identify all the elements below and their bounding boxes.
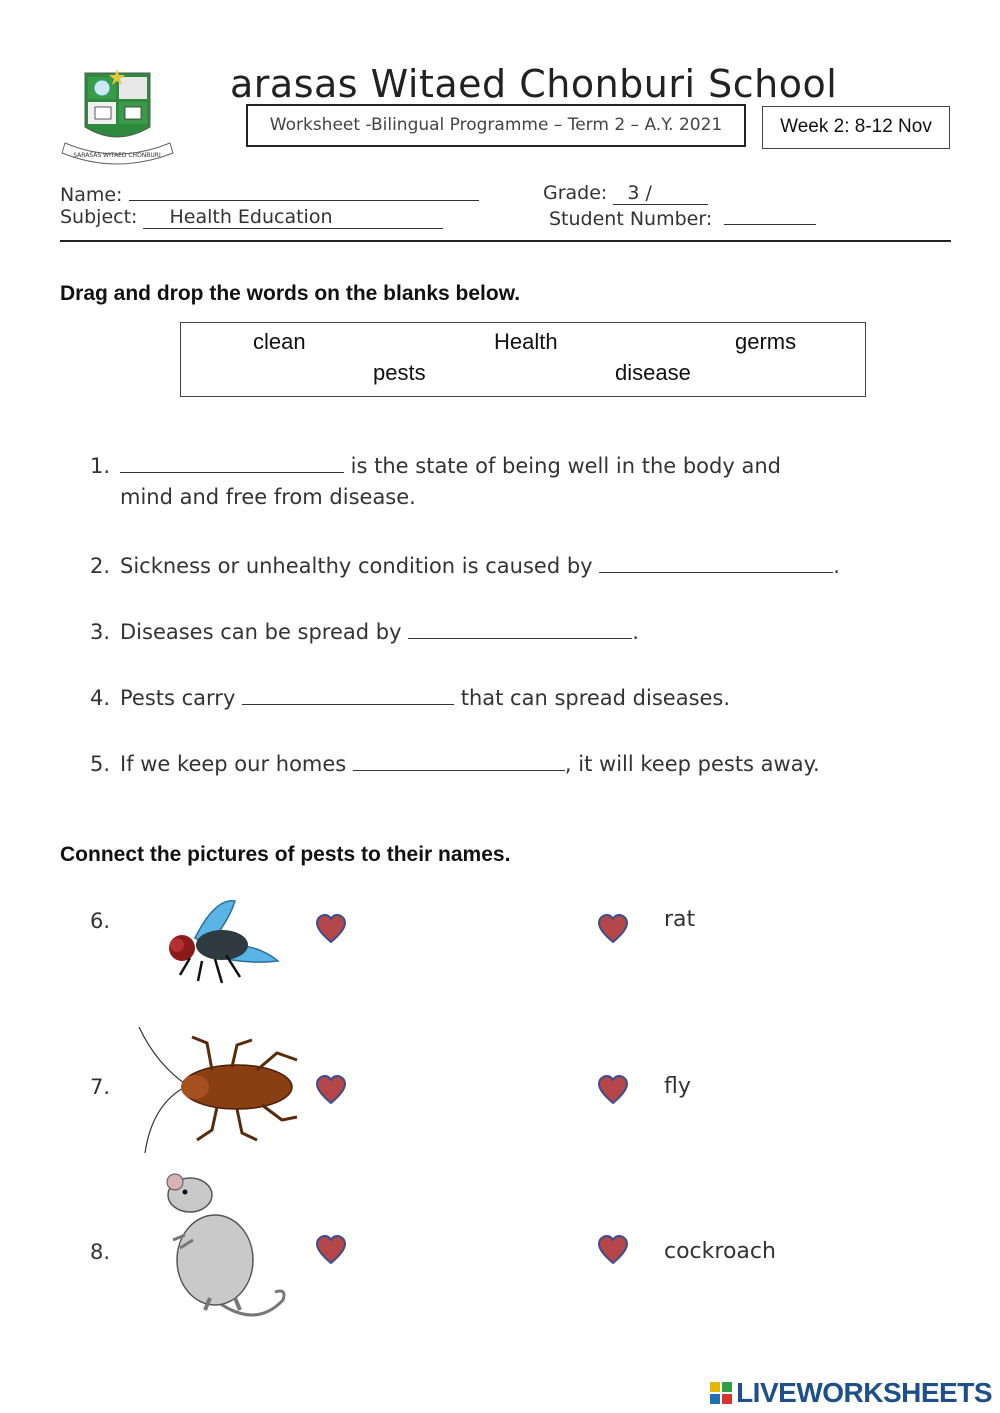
- liveworksheets-text: LIVEWORKSHEETS: [736, 1377, 992, 1408]
- section1-instruction: Drag and drop the words on the blanks below.: [60, 282, 521, 305]
- answer-blank-2[interactable]: [599, 552, 833, 573]
- question-number: 5.: [90, 752, 111, 776]
- question-number: 2.: [90, 554, 111, 578]
- answer-blank-4[interactable]: [242, 684, 454, 705]
- heart-connector-right-8[interactable]: [597, 1235, 629, 1265]
- question-number: 1.: [90, 454, 111, 478]
- pest-name-fly: fly: [664, 1074, 691, 1099]
- subject-value: Health Education: [143, 206, 443, 229]
- header-divider: [60, 240, 951, 242]
- answer-blank-3[interactable]: [408, 618, 632, 639]
- word-germs[interactable]: germs: [735, 329, 797, 354]
- grade-field: [543, 182, 708, 205]
- question-1-line2: mind and free from disease.: [120, 485, 416, 509]
- subject-label: Subject:: [60, 206, 138, 228]
- pest-name-rat: rat: [664, 907, 696, 932]
- item-number: 7.: [90, 1075, 111, 1099]
- question-1: [90, 452, 781, 478]
- question-text: Diseases can be spread by: [120, 620, 409, 644]
- worksheet-label: Worksheet -Bilingual Programme – Term 2 – A.Y. 2021: [246, 104, 746, 147]
- student-number-blank: [724, 206, 816, 225]
- question-text: Sickness or unhealthy condition is caused by: [120, 554, 600, 578]
- school-logo: [55, 65, 180, 170]
- word-clean[interactable]: clean: [253, 329, 306, 354]
- heart-connector-left-8[interactable]: [315, 1235, 347, 1265]
- item-number: 6.: [90, 909, 111, 933]
- word-health[interactable]: Health: [494, 329, 558, 354]
- section2-instruction: Connect the pictures of pests to their names.: [60, 843, 511, 866]
- question-number: 3.: [90, 620, 111, 644]
- grade-label: Grade:: [543, 182, 608, 204]
- question-text-end: that can spread diseases.: [454, 686, 731, 710]
- name-field: [60, 182, 479, 206]
- liveworksheets-logo[interactable]: [710, 1377, 992, 1409]
- question-text-end: .: [632, 620, 639, 644]
- student-number-field: [549, 206, 816, 230]
- question-text: If we keep our homes: [120, 752, 353, 776]
- word-disease[interactable]: disease: [615, 360, 691, 385]
- question-text-end: , it will keep pests away.: [564, 752, 820, 776]
- grade-value: 3 /: [613, 182, 708, 205]
- question-3: [90, 618, 639, 644]
- subject-field: [60, 206, 443, 229]
- liveworksheets-icon: [710, 1379, 732, 1401]
- question-text: is the state of being well in the body and: [344, 454, 781, 478]
- school-name: arasas Witaed Chonburi School: [230, 62, 838, 106]
- logo-text: SARASAS WITAED CHONBURI: [73, 152, 161, 159]
- week-label: Week 2: 8-12 Nov: [762, 106, 950, 149]
- answer-blank-1[interactable]: [120, 452, 344, 473]
- question-2: [90, 552, 840, 578]
- word-pests[interactable]: pests: [373, 360, 426, 385]
- name-blank: [129, 182, 479, 201]
- heart-connector-left-7[interactable]: [315, 1075, 347, 1105]
- cockroach-picture: [137, 1025, 302, 1155]
- question-text-end: .: [833, 554, 840, 578]
- rat-picture: [155, 1170, 290, 1332]
- heart-connector-left-6[interactable]: [315, 914, 347, 944]
- question-text: Pests carry: [120, 686, 243, 710]
- name-label: Name:: [60, 184, 123, 206]
- item-number: 8.: [90, 1240, 111, 1264]
- answer-blank-5[interactable]: [353, 750, 565, 771]
- heart-connector-right-7[interactable]: [597, 1075, 629, 1105]
- question-number: 4.: [90, 686, 111, 710]
- question-5: [90, 750, 820, 776]
- pest-name-cockroach: cockroach: [664, 1239, 776, 1264]
- question-4: [90, 684, 730, 710]
- heart-connector-right-6[interactable]: [597, 914, 629, 944]
- student-number-label: Student Number:: [549, 208, 713, 230]
- fly-picture: [160, 893, 282, 991]
